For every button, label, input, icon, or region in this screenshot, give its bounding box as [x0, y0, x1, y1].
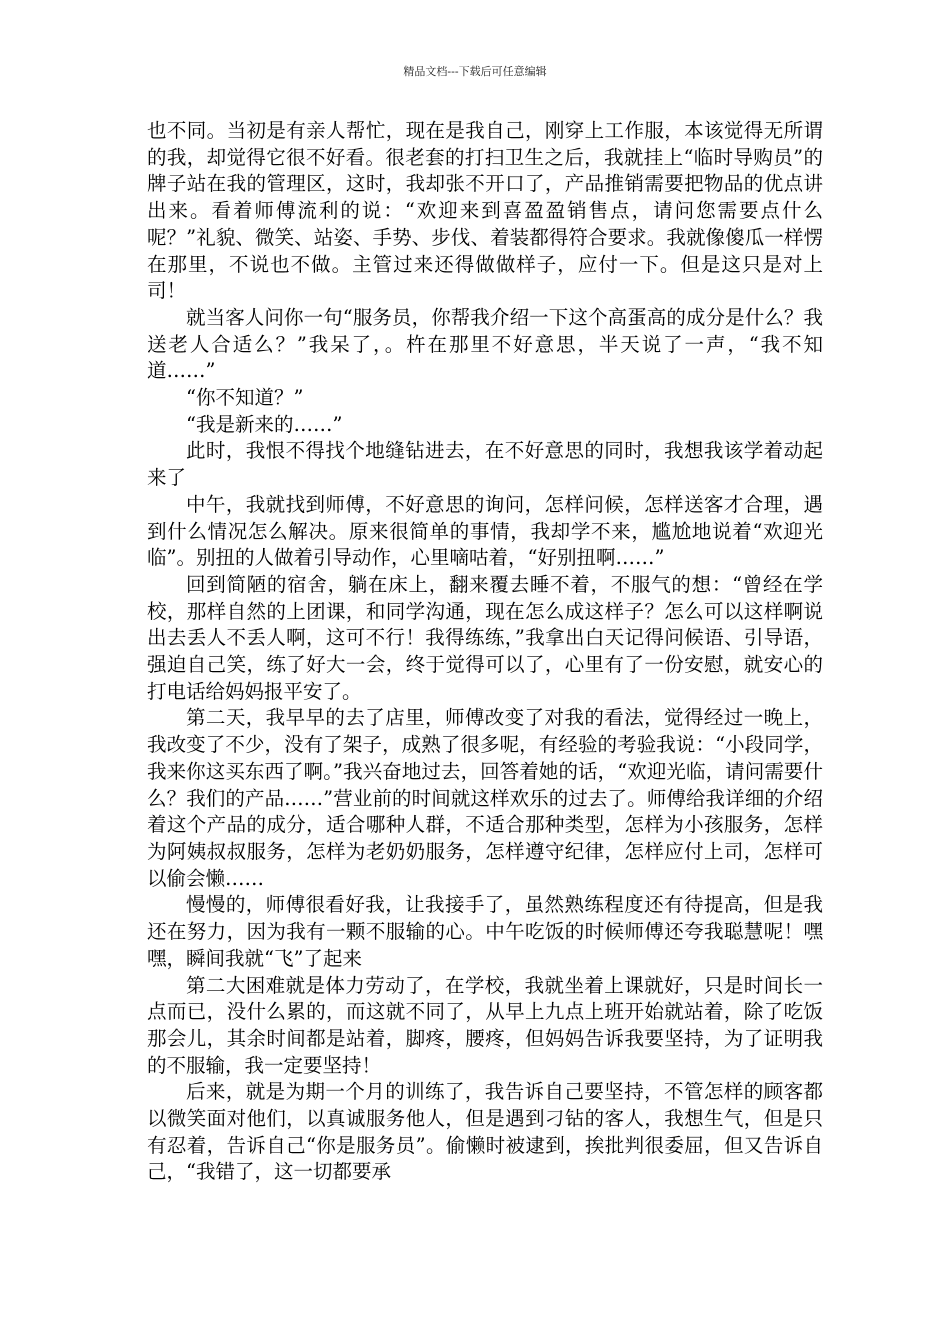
document-body: [147, 118, 823, 1186]
paragraph: 慢慢的，师傅很看好我，让我接手了，虽然熟练程度还有待提高，但是我还在努力，因为我有一颗不服输的心。中午吃饭的时候师傅还夸我聪慧呢！嘿嘿，瞬间我就“飞”了起来: [147, 893, 823, 970]
paragraph: 回到简陋的宿舍，躺在床上，翻来覆去睡不着，不服气的想：“曾经在学校，那样自然的上团课，和同学沟通，现在怎么成这样子？怎么可以这样啊说出去丢人不丢人啊，这可不行！我得练练，”我拿出白天记得问候语、引导语，强迫自己笑，练了好大一会，终于觉得可以了，心里有了一份安慰，就安心的打电话给妈妈报平安了。: [147, 572, 823, 703]
paragraph: 此时，我恨不得找个地缝钻进去，在不好意思的同时，我想我该学着动起来了: [147, 439, 823, 490]
paragraph: “我是新来的……”: [186, 412, 343, 436]
paragraph: 就当客人问你一句“服务员，你帮我介绍一下这个高蛋高的成分是什么？我送老人合适么？”我呆了，。杵在那里不好意思，半天说了一声，“我不知道……”: [147, 305, 823, 383]
paragraph: 也不同。当初是有亲人帮忙，现在是我自己，刚穿上工作服，本该觉得无所谓的我，却觉得它很不好看。很老套的打扫卫生之后，我就挂上“临时导购员”的牌子站在我的管理区，这时，我却张不开口了，产品推销需要把物品的优点讲出来。看着师傅流利的说：“欢迎来到喜盈盈销售点，请问您需要点什么呢？”礼貌、微笑、站姿、手势、步伐、着装都得符合要求。我就像傻瓜一样愣在那里，不说也不做。主管过来还得做做样子，应付一下。但是这只是对上司！: [147, 119, 823, 303]
paragraph: 第二天，我早早的去了店里，师傅改变了对我的看法，觉得经过一晚上，我改变了不少，没有了架子，成熟了很多呢，有经验的考验我说：“小段同学，我来你这买东西了啊。”我兴奋地过去，回答着她的话，“欢迎光临，请问需要什么？我们的产品……”营业前的时间就这样欢乐的过去了。师傅给我详细的介绍着这个产品的成分，适合哪种人群，不适合那种类型，怎样为小孩服务，怎样为阿姨叔叔服务，怎样为老奶奶服务，怎样遵守纪律，怎样应付上司，怎样可以偷会懒……: [147, 706, 823, 890]
paragraph: “你不知道？”: [186, 386, 304, 410]
paragraph: 中午，我就找到师傅，不好意思的询问，怎样问候，怎样送客才合理，遇到什么情况怎么解决。原来很简单的事情，我却学不来，尴尬地说着“欢迎光临”。别扭的人做着引导动作，心里嘀咕着，“好别扭啊……”: [147, 492, 823, 570]
paragraph: 后来，就是为期一个月的训练了，我告诉自己要坚持，不管怎样的顾客都以微笑面对他们，以真诚服务他人，但是遇到刁钻的客人，我想生气，但是只有忍着，告诉自己“你是服务员”。偷懒时被逮到，挨批判很委屈，但又告诉自己，“我错了，这一切都要承: [147, 1080, 823, 1184]
page-header: 精品文档---下载后可任意编辑: [403, 65, 547, 78]
paragraph: 第二大困难就是体力劳动了，在学校，我就坐着上课就好，只是时间长一点而已，没什么累的，而这就不同了，从早上九点上班开始就站着，除了吃饭那会儿，其余时间都是站着，脚疼，腰疼，但妈妈告诉我要坚持，为了证明我的不服输，我一定要坚持！: [147, 973, 823, 1077]
